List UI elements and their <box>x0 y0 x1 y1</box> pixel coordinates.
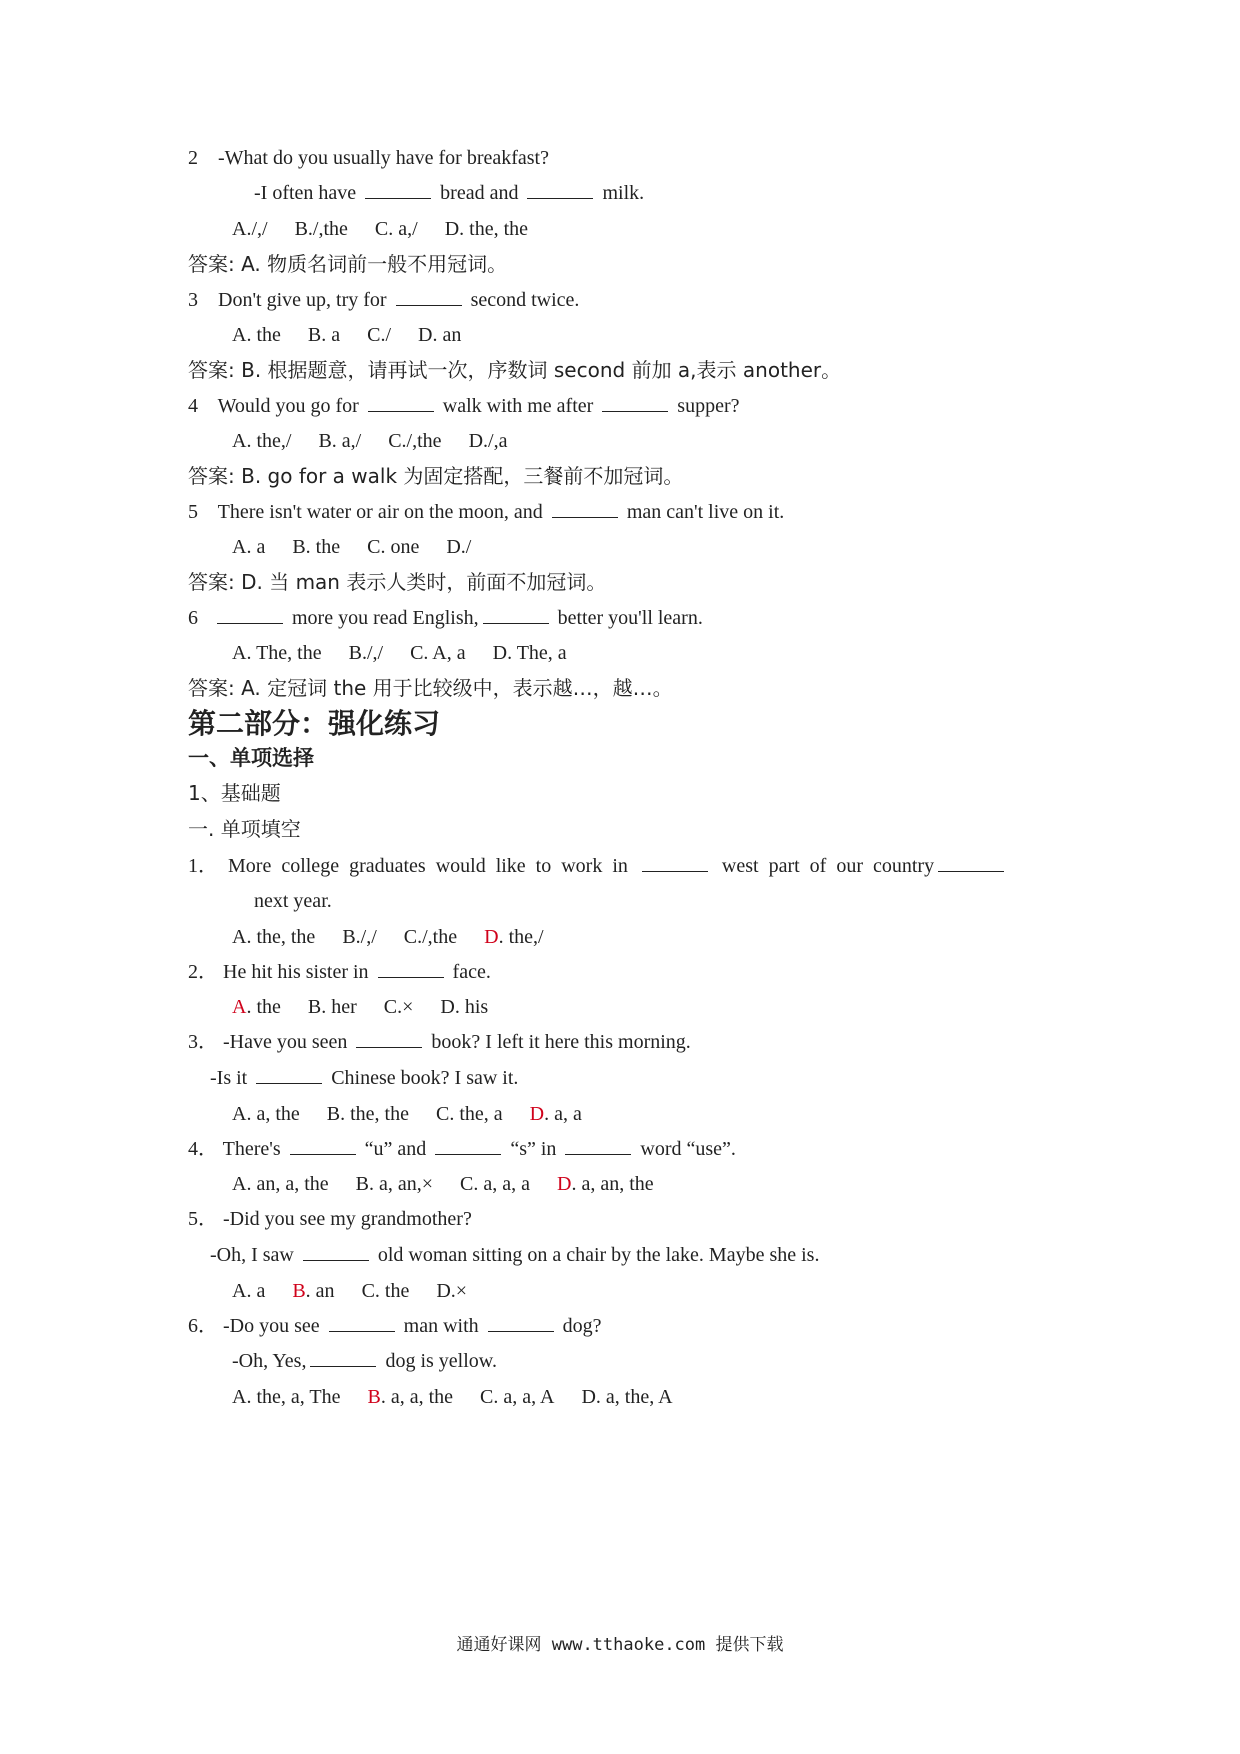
option-d: D./ <box>446 536 472 558</box>
option-c: C./,the <box>388 430 442 452</box>
question-number: 5 <box>188 501 198 523</box>
text: man with <box>403 1315 479 1337</box>
option-b: B. the, the <box>326 1103 409 1125</box>
option-text: . an <box>305 1280 335 1302</box>
blank <box>378 959 444 978</box>
text: book? I left it here this morning. <box>431 1031 691 1053</box>
blank <box>365 180 431 199</box>
option-a: A./,/ <box>232 218 268 240</box>
option-c: C. A, a <box>410 642 466 664</box>
text: -Have you seen <box>223 1031 348 1053</box>
text: He hit his sister in <box>223 961 369 983</box>
option-b: B. her <box>307 996 357 1018</box>
option-a: A. a <box>232 536 266 558</box>
question-number: 5． <box>188 1208 218 1230</box>
question-number: 2 <box>188 147 198 169</box>
blank <box>368 393 434 412</box>
answer-letter: B <box>292 1280 306 1302</box>
option-c: C. the <box>361 1280 410 1302</box>
option-c: C. a,/ <box>374 218 418 240</box>
option-text: . the,/ <box>498 926 544 948</box>
blank <box>396 287 462 306</box>
question-3 <box>188 286 579 314</box>
question-2-options <box>232 215 550 243</box>
exercise-4-options <box>232 1170 654 1198</box>
blank <box>565 1136 631 1155</box>
text: dog? <box>562 1315 602 1337</box>
question-number: 6 <box>188 607 198 629</box>
option-d: D. the, the <box>444 218 528 240</box>
question-number: 3． <box>188 1031 218 1053</box>
blank <box>256 1065 322 1084</box>
option-c: C. one <box>367 536 420 558</box>
text: -Do you see <box>223 1315 320 1337</box>
section-title: 第二部分：强化练习 <box>188 707 441 740</box>
answer-letter: D <box>484 926 499 948</box>
answer-2: 答案: A. 物质名词前一般不用冠词。 <box>188 252 508 276</box>
blank <box>483 605 549 624</box>
exercise-3 <box>188 1028 691 1056</box>
exercise-1-options <box>232 923 544 951</box>
option-a: A. a, the <box>232 1103 300 1125</box>
question-5 <box>188 498 784 526</box>
blank <box>527 180 593 199</box>
option-a: A. the, the <box>232 926 316 948</box>
option-c: C. a, a, A <box>480 1386 555 1408</box>
option-text: . a, an, the <box>571 1173 654 1195</box>
exercise-3-reply <box>210 1064 518 1092</box>
exercise-2-options <box>232 993 510 1021</box>
page-footer: 通通好课网 www.tthaoke.com 提供下载 <box>456 1635 784 1655</box>
answer-5: 答案: D. 当 man 表示人类时，前面不加冠词。 <box>188 570 607 594</box>
blank <box>310 1348 376 1367</box>
option-a: A. the <box>232 324 281 346</box>
option-text: . a, a, the <box>380 1386 454 1408</box>
exercise-6 <box>188 1312 602 1340</box>
question-2-reply <box>254 179 644 207</box>
option-text: . a, a <box>544 1103 582 1125</box>
blank <box>356 1029 422 1048</box>
subsubsection-heading: 一. 单项填空 <box>188 817 301 841</box>
question-2 <box>188 144 549 172</box>
answer-letter: D <box>529 1103 545 1125</box>
text: -Oh, Yes, <box>232 1350 307 1372</box>
answer-letter: A <box>232 996 247 1018</box>
option-c: C. a, a, a <box>460 1173 530 1195</box>
question-number: 2． <box>188 961 218 983</box>
option-b: B./,/ <box>342 926 377 948</box>
question-number: 4． <box>188 1138 218 1160</box>
question-number: 6． <box>188 1315 218 1337</box>
option-d: D. his <box>440 996 489 1018</box>
blank <box>552 499 618 518</box>
option-b-correct <box>292 1280 334 1302</box>
option-b: B. a <box>307 324 341 346</box>
question-4 <box>188 392 740 420</box>
exercise-1-cont: next year. <box>254 890 332 912</box>
option-a: A. The, the <box>232 642 322 664</box>
question-4-options <box>232 427 529 455</box>
blank <box>602 393 668 412</box>
text: There isn't water or air on the moon, and <box>217 501 543 523</box>
exercise-4 <box>188 1135 736 1163</box>
text: Don't give up, try for <box>218 289 387 311</box>
text: face. <box>452 961 491 983</box>
text: “u” and <box>364 1138 427 1160</box>
section-heading: 一、单项选择 <box>188 746 314 770</box>
option-d: D./,a <box>468 430 508 452</box>
question-number: 4 <box>188 395 198 417</box>
question-5-options <box>232 533 493 561</box>
answer-6: 答案: A. 定冠词 the 用于比较级中，表示越…，越…。 <box>188 676 673 700</box>
answer-letter: B <box>367 1386 381 1408</box>
option-text: . the <box>246 996 281 1018</box>
option-b: B. a,/ <box>318 430 362 452</box>
blank <box>217 605 283 624</box>
blank <box>488 1313 554 1332</box>
option-b: B./,/ <box>348 642 384 664</box>
text: “s” in <box>510 1138 557 1160</box>
text: man can't live on it. <box>626 501 785 523</box>
question-number: 3 <box>188 289 198 311</box>
option-a: A. a <box>232 1280 266 1302</box>
text: milk. <box>602 182 645 204</box>
text: walk with me after <box>442 395 594 417</box>
exercise-6-reply <box>232 1347 497 1375</box>
option-c: C./ <box>367 324 392 346</box>
answer-letter: D <box>557 1173 572 1195</box>
option-b: B. the <box>292 536 341 558</box>
text: better you'll learn. <box>557 607 703 629</box>
option-a: A. the,/ <box>232 430 292 452</box>
option-c: C.× <box>383 996 414 1018</box>
text: old woman sitting on a chair by the lake. Maybe she is. <box>377 1244 820 1266</box>
option-a: A. an, a, the <box>232 1173 329 1195</box>
option-c: C./,the <box>403 926 458 948</box>
text: -Oh, I saw <box>210 1244 294 1266</box>
text: Would you go for <box>217 395 359 417</box>
question-text: -What do you usually have for breakfast? <box>218 147 549 169</box>
option-d-correct <box>557 1173 654 1195</box>
answer-3: 答案: B. 根据题意，请再试一次，序数词 second 前加 a,表示 another。 <box>188 358 842 382</box>
option-d-correct <box>484 926 543 948</box>
text: dog is yellow. <box>385 1350 497 1372</box>
blank <box>938 853 1004 872</box>
exercise-5-reply <box>210 1241 819 1269</box>
exercise-6-options <box>232 1383 695 1411</box>
text: -Is it <box>210 1067 248 1089</box>
option-d: D.× <box>436 1280 468 1302</box>
question-6 <box>188 604 703 632</box>
blank <box>290 1136 356 1155</box>
option-b-correct <box>368 1386 454 1408</box>
option-d: D. The, a <box>492 642 567 664</box>
text: -Did you see my grandmother? <box>223 1208 472 1230</box>
text: More college graduates would like to work in <box>228 855 628 877</box>
exercise-3-options <box>232 1100 582 1128</box>
text: word “use”. <box>640 1138 736 1160</box>
blank <box>303 1242 369 1261</box>
text: Chinese book? I saw it. <box>331 1067 519 1089</box>
text: second twice. <box>470 289 580 311</box>
option-d-correct <box>530 1103 582 1125</box>
question-3-options <box>232 321 483 349</box>
exercise-1 <box>188 852 1008 880</box>
question-6-options <box>232 639 589 667</box>
text: bread and <box>440 182 519 204</box>
blank <box>329 1313 395 1332</box>
exercise-2 <box>188 958 491 986</box>
answer-4: 答案: B. go for a walk 为固定搭配，三餐前不加冠词。 <box>188 464 684 488</box>
text: supper? <box>677 395 740 417</box>
option-a: A. the, a, The <box>232 1386 341 1408</box>
blank <box>642 853 708 872</box>
subsection-heading: 1、基础题 <box>188 781 281 805</box>
option-d: D. a, the, A <box>581 1386 673 1408</box>
option-a-correct <box>232 996 281 1018</box>
option-d: D. an <box>418 324 462 346</box>
exercise-5 <box>188 1205 472 1233</box>
text: west part of our country <box>721 855 935 877</box>
blank <box>435 1136 501 1155</box>
option-b: B./,the <box>294 218 348 240</box>
exercise-5-options <box>232 1277 489 1305</box>
option-b: B. a, an,× <box>355 1173 434 1195</box>
text: more you read English, <box>292 607 479 629</box>
question-number: 1． <box>188 855 218 877</box>
text: There's <box>222 1138 281 1160</box>
option-c: C. the, a <box>435 1103 503 1125</box>
text: -I often have <box>254 182 357 204</box>
